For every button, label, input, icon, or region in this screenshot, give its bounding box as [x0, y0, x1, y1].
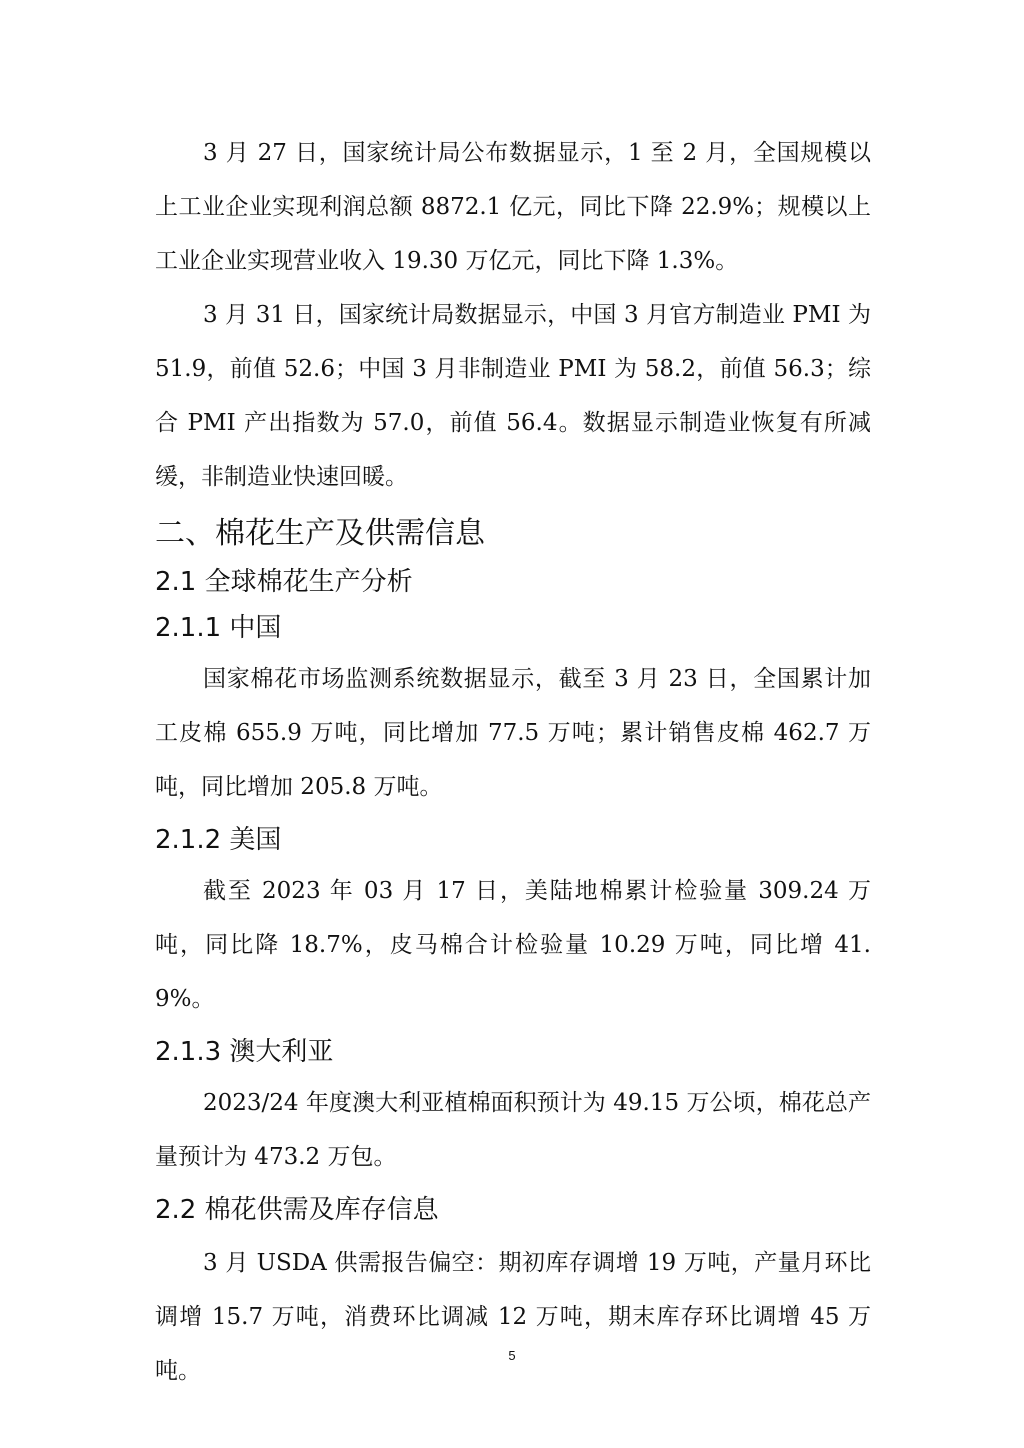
section-2-2-heading: 2.2 棉花供需及库存信息 — [155, 1195, 439, 1225]
section-2-1-3-heading: 2.1.3 澳大利亚 — [155, 1037, 334, 1067]
paragraph-pmi: 3 月 31 日，国家统计局数据显示，中国 3 月官方制造业 PMI 为 51.9，前值 52.6；中国 3 月非制造业 PMI 为 58.2，前值 56.3；综合 PMI 产出指数为 57.0，前值 56.4。数据显示制造业恢复有所减缓，非制造业快速回暖。 — [155, 302, 872, 490]
section-2-heading: 二、棉花生产及供需信息 — [155, 516, 485, 551]
section-2-1-2-heading: 2.1.2 美国 — [155, 825, 282, 855]
paragraph-australia-cotton: 2023/24 年度澳大利亚植棉面积预计为 49.15 万公顷，棉花总产量预计为 473.2 万包。 — [155, 1090, 871, 1170]
page-number: 5 — [508, 1348, 516, 1363]
section-2-1-heading: 2.1 全球棉花生产分析 — [155, 567, 413, 597]
paragraph-industrial-profit: 3 月 27 日，国家统计局公布数据显示，1 至 2 月，全国规模以上工业企业实现利润总额 8872.1 亿元，同比下降 22.9%；规模以上工业企业实现营业收入 19.30 万亿元，同比下降 1.3%。 — [155, 140, 871, 274]
paragraph-usda-report: 3 月 USDA 供需报告偏空：期初库存调增 19 万吨，产量月环比调增 15.7 万吨，消费环比调减 12 万吨，期末库存环比调增 45 万吨。 — [155, 1250, 871, 1384]
document-body — [155, 126, 871, 1398]
section-2-1-1-heading: 2.1.1 中国 — [155, 613, 282, 643]
paragraph-china-cotton: 国家棉花市场监测系统数据显示，截至 3 月 23 日，全国累计加工皮棉 655.9 万吨，同比增加 77.5 万吨；累计销售皮棉 462.7 万吨，同比增加 205.8 万吨。 — [155, 666, 871, 800]
paragraph-usa-cotton: 截至 2023 年 03 月 17 日，美陆地棉累计检验量 309.24 万吨，同比降 18.7%，皮马棉合计检验量 10.29 万吨，同比增 41.9%。 — [155, 878, 871, 1012]
